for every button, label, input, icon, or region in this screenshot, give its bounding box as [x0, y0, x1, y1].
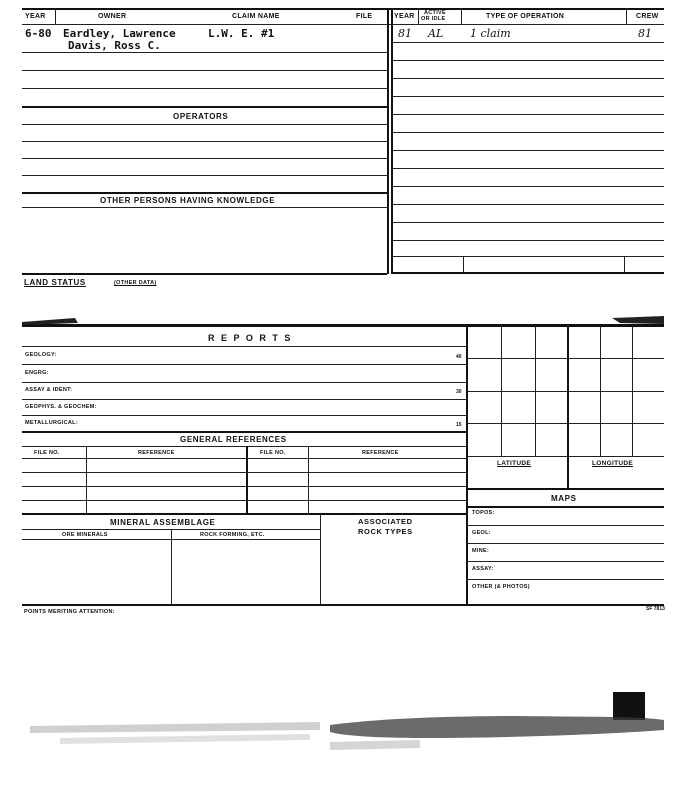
reports-heading: R E P O R T S — [208, 333, 293, 343]
col-active-header: ACTIVE — [424, 10, 446, 16]
other-photos-label: OTHER (& PHOTOS) — [472, 584, 530, 590]
assay-label: ASSAY & IDENT: — [25, 387, 73, 393]
latitude-label: LATITUDE — [497, 460, 532, 467]
geol-label: GEOL: — [472, 530, 491, 536]
col-owner-header: OWNER — [98, 13, 127, 20]
mine-label: MINE: — [472, 548, 490, 554]
maps-heading: MAPS — [551, 494, 577, 503]
other-persons-heading: OTHER PERSONS HAVING KNOWLEDGE — [100, 196, 276, 205]
ore-minerals-header: ORE MINERALS — [62, 532, 108, 538]
file-no-header-2: FILE NO. — [260, 450, 286, 456]
reference-header-2: REFERENCE — [362, 450, 399, 456]
general-references-heading: GENERAL REFERENCES — [180, 435, 287, 444]
report-number: 40 — [456, 354, 462, 360]
col-type-operation-header: TYPE OF OPERATION — [486, 13, 565, 20]
report-number: 15 — [456, 422, 462, 428]
longitude-label: LONGITUDE — [592, 460, 633, 467]
land-status-heading: LAND STATUS — [24, 278, 86, 287]
owner-year-value: 6-80 — [25, 27, 52, 40]
associated-rock-types-heading-2: ROCK TYPES — [358, 527, 413, 536]
col-file-header: FILE — [356, 13, 373, 20]
form-code: SF 7813 — [646, 606, 665, 612]
owner-name-2: Davis, Ross C. — [68, 39, 161, 52]
assay-map-label: ASSAY: — [472, 566, 494, 572]
operators-heading: OPERATORS — [173, 112, 229, 121]
col-year-header: YEAR — [25, 13, 46, 20]
engrg-label: ENGRG: — [25, 370, 49, 376]
topos-label: TOPOS: — [472, 510, 495, 516]
claim-name-value: L.W. E. #1 — [208, 27, 275, 40]
activity-year-value: 81 — [398, 27, 412, 40]
owner-name-1: Eardley, Lawrence — [63, 27, 176, 40]
metallurgical-label: METALLURGICAL: — [25, 420, 78, 426]
crew-value: 81 — [638, 27, 652, 40]
rock-forming-header: ROCK FORMING, ETC. — [200, 532, 265, 538]
operation-value: 1 claim — [470, 27, 511, 40]
col-year2-header: YEAR — [394, 13, 415, 20]
col-idle-header: OR IDLE — [421, 16, 446, 22]
col-claim-name-header: CLAIM NAME — [232, 13, 280, 20]
file-no-header-1: FILE NO. — [34, 450, 60, 456]
col-crew-header: CREW — [636, 13, 659, 20]
activity-status-value: AL — [428, 27, 444, 40]
associated-rock-types-heading-1: ASSOCIATED — [358, 517, 413, 526]
geophys-label: GEOPHYS. & GEOCHEM: — [25, 404, 97, 410]
reference-header-1: REFERENCE — [138, 450, 175, 456]
report-number: 30 — [456, 389, 462, 395]
land-status-note: (OTHER DATA) — [114, 280, 157, 286]
mineral-assemblage-heading: MINERAL ASSEMBLAGE — [110, 518, 216, 527]
points-meriting-label: POINTS MERITING ATTENTION: — [24, 609, 115, 615]
geology-label: GEOLOGY: — [25, 352, 57, 358]
